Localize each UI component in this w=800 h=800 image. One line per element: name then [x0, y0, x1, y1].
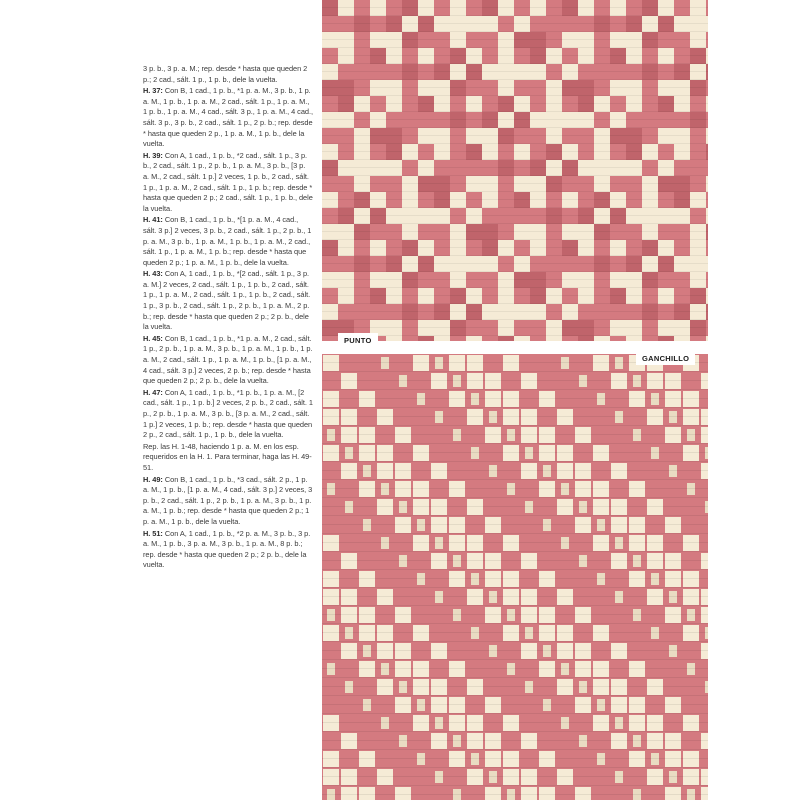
crochet-row-shadow [322, 659, 708, 660]
row-text: Con B, 1 cad., 1 p. b., *3 cad., sált. 2 p., 1 p. a. M., 1 p. b., [1 p. a. M., 4 cad., sált. 3 p.] 2 veces, 3 p. b., 2 cad., sált. 1 p., 2 p. b., 1 p. a. M., 3 p. b., 1 p. a. M., 1 p. b.; rep. desde * hasta que queden 2 p.; 1 p. a. M., 1 p. b., dele la vuelta. [143, 474, 313, 526]
knit-stitch-block [578, 336, 594, 341]
knit-row-shadow [322, 135, 708, 136]
knit-stitch-block [418, 336, 434, 341]
crochet-row-shadow [322, 632, 708, 633]
crochet-row-shadow [322, 749, 708, 750]
knit-row-shadow [322, 239, 708, 240]
knit-row-shadow [322, 279, 708, 280]
crochet-row-shadow [322, 596, 708, 597]
crochet-row-shadow [322, 785, 708, 786]
knit-stitch-block [322, 336, 338, 341]
knit-row-shadow [322, 215, 708, 216]
knit-row-shadow [322, 31, 708, 32]
row-label: H. 49: [143, 474, 163, 484]
instruction-para-8 [143, 475, 313, 528]
crochet-row-shadow [322, 452, 708, 453]
instruction-para-5 [143, 334, 313, 387]
row-label: H. 45: [143, 333, 163, 343]
row-text: 3 p. b., 3 p. a. M.; rep. desde * hasta que queden 2 p.; 2 cad., sált. 1 p., 1 p. b., dele la vuelta. [143, 64, 308, 84]
crochet-row-shadow [322, 416, 708, 417]
knit-row-shadow [322, 247, 708, 248]
knit-row-shadow [322, 175, 708, 176]
knit-row-shadow [322, 319, 708, 320]
crochet-row-shadow [322, 398, 708, 399]
knit-stitch-block [530, 336, 546, 341]
row-text: Con B, 1 cad., 1 p. b., *[1 p. a. M., 4 cad., sált. 3 p.] 2 veces, 3 p. b., 2 cad., sált. 1 p., 2 p. b., 1 p. a. M., 3 p. b., 1 p. a. M., 1 p. b., 1 p. a. M., 2 cad., sált. 1 p., 1 p. a. M., 1 p. b.; rep. desde * hasta que queden 2 p.; 1 p. a. M., 1 p. b., dele la vuelta. [143, 215, 312, 267]
instruction-para-9 [143, 529, 313, 571]
knit-row-shadow [322, 63, 708, 64]
knit-row-shadow [322, 167, 708, 168]
crochet-row-shadow [322, 731, 708, 732]
row-text: Con A, 1 cad., 1 p. b., *[2 cad., sált. 1 p., 3 p. a. M.] 2 veces, 2 cad., sált. 1 p., 1 p. b., 2 cad., sált. 1 p., 1 p. a. M., 2 cad., sált. 1 p., 1 p. b., 2 cad., sált. 1 p., 3 p. b., 2 cad., sált. 1 p., 2 p. b., 1 p. a. M., 2 p. b.; rep. desde * hasta que queden 2 p.; 2 p. b., dele la vuelta. [143, 269, 311, 332]
crochet-stitch-block [665, 787, 681, 800]
instruction-para-7 [143, 442, 313, 474]
crochet-row-shadow [322, 470, 708, 471]
instruction-para-6 [143, 388, 313, 441]
crochet-row-shadow [322, 767, 708, 768]
crochet-stitch-block [485, 787, 501, 800]
crochet-row-shadow [322, 371, 708, 372]
pattern-instructions [143, 64, 313, 572]
knit-row-shadow [322, 119, 708, 120]
knit-row-shadow [322, 271, 708, 272]
knit-row-shadow [322, 143, 708, 144]
crochet-swatch-photo [322, 354, 708, 800]
row-label: H. 39: [143, 150, 163, 160]
knit-row-shadow [322, 55, 708, 56]
knit-row-shadow [322, 303, 708, 304]
knit-row-shadow [322, 15, 708, 16]
crochet-stitch-block [701, 787, 708, 800]
knit-stitch-block [658, 336, 674, 341]
crochet-row-shadow [322, 713, 708, 714]
crochet-row-shadow [322, 524, 708, 525]
knit-row-shadow [322, 159, 708, 160]
row-label: H. 51: [143, 528, 163, 538]
crochet-row-shadow [322, 776, 708, 777]
knit-row-shadow [322, 207, 708, 208]
instruction-para-1 [143, 86, 313, 150]
row-label: H. 47: [143, 387, 163, 397]
knit-row-shadow [322, 335, 708, 336]
crochet-row-shadow [322, 434, 708, 435]
instruction-para-3 [143, 215, 313, 268]
row-label: H. 43: [143, 269, 163, 279]
crochet-row-shadow [322, 605, 708, 606]
instruction-para-4 [143, 269, 313, 333]
crochet-row-shadow [322, 587, 708, 588]
crochet-row-shadow [322, 380, 708, 381]
crochet-row-shadow [322, 533, 708, 534]
knit-row-shadow [322, 151, 708, 152]
knit-row-shadow [322, 23, 708, 24]
crochet-row-shadow [322, 461, 708, 462]
crochet-row-shadow [322, 407, 708, 408]
knit-row-shadow [322, 7, 708, 8]
crochet-row-shadow [322, 542, 708, 543]
knit-row-shadow [322, 311, 708, 312]
knit-row-shadow [322, 223, 708, 224]
row-text: Con A, 1 cad., 1 p. b., *2 cad., sált. 1 p., 3 p. b., 2 cad., sált. 1 p., 2 p. b., 1 p. a. M., 3 p. b., [3 p. a. M., 2 cad., sált. 1 p.] 2 veces, 1 p. b., 2 cad., sált. 1 p., 1 p. a. M., 2 cad., sált. 1 p., 1 p. b.; rep. desde * hasta que queden 2 p.; 2 cad., sált. 1 p., 1 p. b., dele la vuelta. [143, 150, 313, 213]
crochet-row-shadow [322, 515, 708, 516]
knit-row-shadow [322, 95, 708, 96]
crochet-stitch-block [359, 787, 375, 800]
knit-stitch-block [402, 336, 418, 341]
crochet-stitch-block [575, 787, 591, 800]
crochet-row-shadow [322, 479, 708, 480]
crochet-row-shadow [322, 704, 708, 705]
crochet-row-shadow [322, 641, 708, 642]
instruction-para-2 [143, 151, 313, 215]
knit-row-shadow [322, 127, 708, 128]
crochet-row-shadow [322, 560, 708, 561]
crochet-row-shadow [322, 758, 708, 759]
knit-row-shadow [322, 87, 708, 88]
knit-row-shadow [322, 103, 708, 104]
knit-label: PUNTO [338, 333, 378, 347]
knit-row-shadow [322, 191, 708, 192]
crochet-row-shadow [322, 695, 708, 696]
crochet-row-shadow [322, 389, 708, 390]
knit-stitch-block [498, 336, 514, 341]
crochet-row-shadow [322, 569, 708, 570]
knit-row-shadow [322, 39, 708, 40]
row-label: H. 37: [143, 86, 163, 96]
knit-row-shadow [322, 263, 708, 264]
crochet-row-shadow [322, 623, 708, 624]
knit-stitch-block [450, 336, 466, 341]
crochet-stitch-block [539, 787, 555, 800]
knit-row-shadow [322, 71, 708, 72]
knit-row-shadow [322, 79, 708, 80]
crochet-row-shadow [322, 551, 708, 552]
crochet-row-shadow [322, 443, 708, 444]
row-label: H. 41: [143, 215, 163, 225]
row-text: Con B, 1 cad., 1 p. b., *1 p. a. M., 3 p. b., 1 p. a. M., 1 p. b., 1 p. a. M., 2 cad., sált. 1 p., 1 p. a. M., 1 p. b., 1 p. a. M., 4 cad., sált. 3 p., 1 p. a. M., 4 cad., sált. 3 p., 3 p. b., 2 cad., sált. 1 p., 2 p. b.; rep. desde * hasta que queden 2 p., 1 p. a. M., 1 p. b., dele la vuelta. [143, 86, 313, 149]
knit-stitch-block [610, 336, 626, 341]
knit-swatch-photo [322, 0, 708, 341]
crochet-mosaic-pattern [322, 354, 708, 800]
crochet-row-shadow [322, 668, 708, 669]
crochet-row-shadow [322, 722, 708, 723]
crochet-row-shadow [322, 794, 708, 795]
crochet-stitch-block [395, 787, 411, 800]
row-text: Con A, 1 cad., 1 p. b., *1 p. b., 1 p. a. M., [2 cad., sált. 1 p., 1 p. b.] 2 veces, 2 p. b., 2 cad., sált. 1 p., 2 p. b., 1 p. a. M., 3 p. b., [3 p. a. M., 2 cad., sált. 1 p.] 2 veces, 1 p. b.; rep. desde * hasta que queden 2 p., 2 cad., sált. 1 p., 1 p. b., dele la vuelta. [143, 387, 313, 440]
knit-row-shadow [322, 255, 708, 256]
row-text: Con A, 1 cad., 1 p. b., *2 p. a. M., 3 p. b., 3 p. a. M., 1 p. b., 3 p. a. M., 3 p. b., 1 p. a. M., 8 p. b.; rep. desde * hasta que queden 2 p.; 2 p. b., dele la vuelta. [143, 528, 311, 570]
crochet-row-shadow [322, 506, 708, 507]
knit-stitch-block [482, 336, 498, 341]
crochet-row-shadow [322, 488, 708, 489]
crochet-row-shadow [322, 740, 708, 741]
crochet-label: GANCHILLO [636, 351, 695, 365]
knit-stitch-block [562, 336, 578, 341]
crochet-row-shadow [322, 578, 708, 579]
crochet-row-shadow [322, 686, 708, 687]
knit-row-shadow [322, 199, 708, 200]
knit-row-shadow [322, 183, 708, 184]
crochet-stitch-block [521, 787, 537, 800]
crochet-row-shadow [322, 425, 708, 426]
crochet-stitch-block [341, 787, 357, 800]
crochet-row-shadow [322, 614, 708, 615]
crochet-row-shadow [322, 497, 708, 498]
crochet-row-shadow [322, 650, 708, 651]
row-text: Rep. las H. 1-48, haciendo 1 p. a. M. en los esp. requeridos en la H. 1. Para terminar, haga las H. 49-51. [143, 441, 312, 472]
knit-stitch-block [690, 336, 706, 341]
knit-stitch-block [642, 336, 658, 341]
knit-row-shadow [322, 47, 708, 48]
knit-row-shadow [322, 295, 708, 296]
knit-row-shadow [322, 231, 708, 232]
row-text: Con B, 1 cad., 1 p. b., *1 p. a. M., 2 cad., sált. 1 p., 2 p. b., 1 p. a. M., 3 p. b., 1 p. a. M., 1 p. b., 1 p. a. M., 2 cad., sált. 1 p., 1 p. a. M., 1 p. b., [1 p. a. M., 4 cad., sált. 3 p.] 2 veces, 2 p. b.; rep. desde * hasta que queden 2 p.; 2 p. b., dele la vuelta. [143, 333, 313, 386]
knit-row-shadow [322, 327, 708, 328]
knit-row-shadow [322, 287, 708, 288]
instruction-para-0 [143, 64, 313, 85]
knit-row-shadow [322, 111, 708, 112]
crochet-row-shadow [322, 677, 708, 678]
knit-mosaic-pattern [322, 0, 708, 341]
